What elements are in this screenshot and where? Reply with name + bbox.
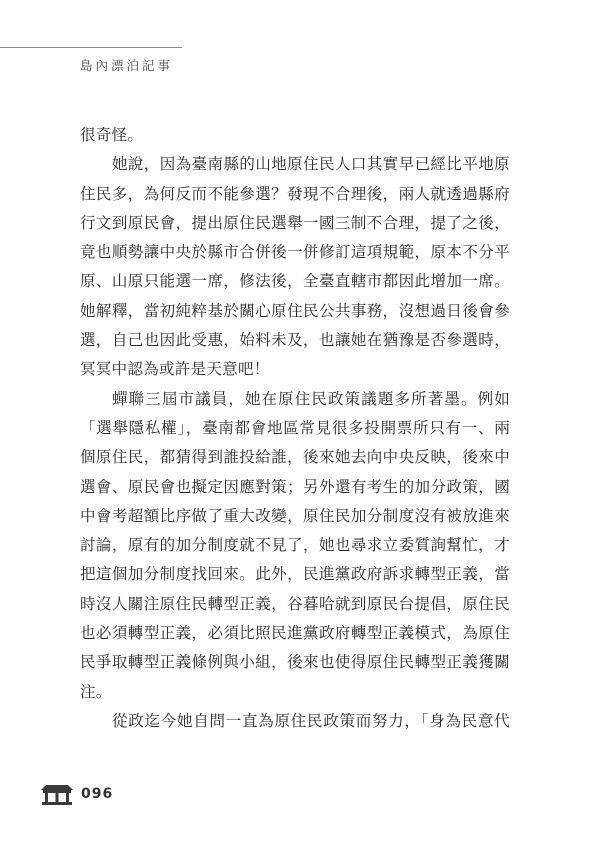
body-line: 從政迄今她自問一直為原住民政策而努力，「身為民意代 (112, 711, 510, 730)
body-line: 民爭取轉型正義條例與小組，後來也使得原住民轉型正義獲關 (80, 653, 510, 672)
body-line: 也必須轉型正義，必須比照民進黨政府轉型正義模式，為原住 (80, 624, 510, 643)
running-header: 島內漂泊記事 (80, 58, 174, 73)
pavilion-icon (40, 783, 74, 805)
body-line: 冥冥中認為或許是天意吧！ (80, 360, 270, 379)
body-line: 蟬聯三屆市議員，她在原住民政策議題多所著墨。例如 (112, 389, 510, 408)
body-line: 討論，原有的加分制度就不見了，她也尋求立委質詢幫忙，才 (80, 536, 510, 555)
body-line: 竟也順勢讓中央於縣市合併後一併修訂這項規範，原本不分平 (80, 243, 510, 262)
body-line: 時沒人關注原住民轉型正義，谷暮哈就到原民台提倡，原住民 (80, 594, 510, 613)
body-line: 個原住民，都猜得到誰投給誰，後來她去向中央反映，後來中 (80, 448, 510, 467)
body-line: 選會、原民會也擬定因應對策；另外還有考生的加分政策，國 (80, 477, 510, 496)
body-line: 她解釋，當初純粹基於關心原住民公共事務，沒想過日後會參 (80, 301, 510, 320)
body-line: 她說，因為臺南縣的山地原住民人口其實早已經比平地原 (112, 155, 510, 174)
body-line: 很奇怪。 (80, 126, 144, 144)
body-line: 行文到原民會，提出原住民選舉一國三制不合理，提了之後， (80, 213, 510, 232)
body-line: 把這個加分制度找回來。此外，民進黨政府訴求轉型正義，當 (80, 565, 510, 584)
body-line: 住民多，為何反而不能參選？發現不合理後，兩人就透過縣府 (80, 184, 510, 203)
body-line: 選，自己也因此受惠，始料未及，也讓她在猶豫是否參選時， (80, 331, 510, 350)
header-rule (0, 47, 182, 48)
body-line: 中會考超額比序做了重大改變，原住民加分制度沒有被放進來 (80, 506, 510, 525)
body-line: 注。 (80, 682, 112, 701)
page-number: 096 (81, 786, 114, 802)
folio (40, 783, 113, 805)
body-line: 原、山原只能選一席，修法後，全臺直轄市都因此增加一席。 (80, 272, 510, 291)
body-text (80, 121, 510, 736)
body-line: 「選舉隱私權」，臺南都會地區常見很多投開票所只有一、兩 (80, 418, 510, 437)
